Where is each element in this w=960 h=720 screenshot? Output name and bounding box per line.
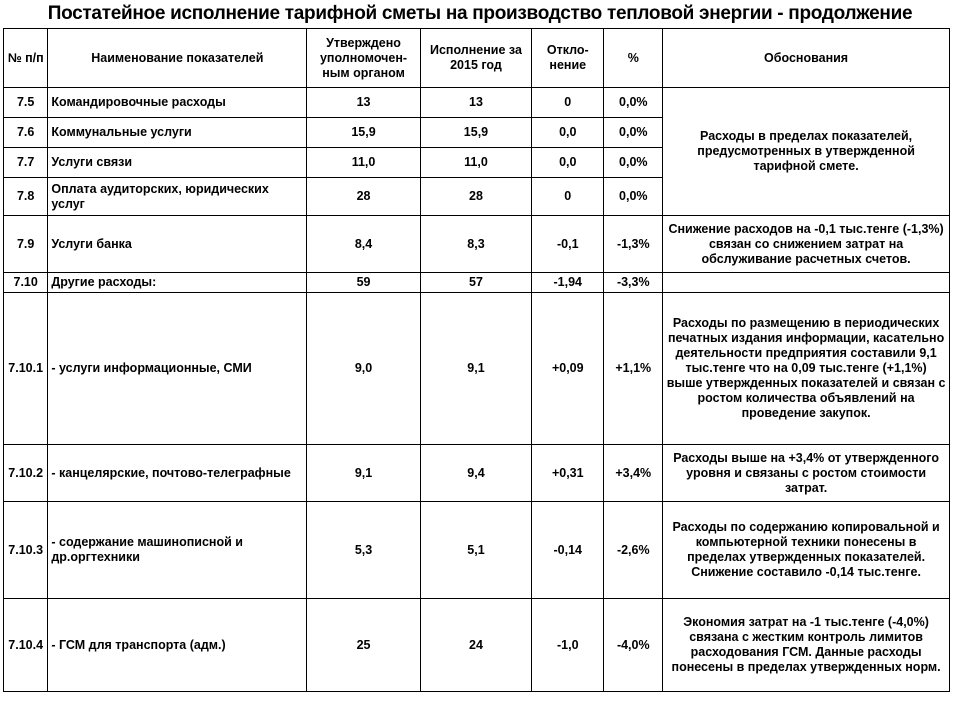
row-actual: 57 xyxy=(420,273,531,293)
col-reason-header: Обоснования xyxy=(663,29,950,88)
row-reason: Снижение расходов на -0,1 тыс.тенге (-1,3%) связан со снижением затрат на обслуживание расчетных счетов. xyxy=(663,216,950,273)
row-name: - канцелярские, почтово-телеграфные xyxy=(48,445,307,502)
row-num: 7.9 xyxy=(4,216,48,273)
row-deviation: -0,14 xyxy=(532,502,604,599)
row-actual: 11,0 xyxy=(420,148,531,178)
row-deviation: -0,1 xyxy=(532,216,604,273)
row-approved: 28 xyxy=(307,178,420,216)
col-actual-header: Исполнение за 2015 год xyxy=(420,29,531,88)
row-reason: Расходы по содержанию копировальной и компьютерной техники понесены в пределах утвержденных показателей. Снижение составило -0,14 тыс.тенге. xyxy=(663,502,950,599)
row-name: Командировочные расходы xyxy=(48,88,307,118)
row-deviation: 0 xyxy=(532,88,604,118)
row-num: 7.10.2 xyxy=(4,445,48,502)
row-percent: -4,0% xyxy=(604,599,663,692)
col-approved-header: Утверждено уполномочен-ным органом xyxy=(307,29,420,88)
table-row xyxy=(4,502,950,599)
row-num: 7.10.3 xyxy=(4,502,48,599)
row-deviation: +0,09 xyxy=(532,293,604,445)
row-name: - услуги информационные, СМИ xyxy=(48,293,307,445)
row-deviation: -1,94 xyxy=(532,273,604,293)
row-approved: 9,1 xyxy=(307,445,420,502)
row-name: Услуги банка xyxy=(48,216,307,273)
row-approved: 15,9 xyxy=(307,118,420,148)
row-num: 7.10.1 xyxy=(4,293,48,445)
row-approved: 5,3 xyxy=(307,502,420,599)
row-approved: 9,0 xyxy=(307,293,420,445)
row-percent: +3,4% xyxy=(604,445,663,502)
row-actual: 24 xyxy=(420,599,531,692)
header-row xyxy=(4,29,950,88)
row-actual: 9,4 xyxy=(420,445,531,502)
row-approved: 13 xyxy=(307,88,420,118)
row-deviation: -1,0 xyxy=(532,599,604,692)
row-actual: 28 xyxy=(420,178,531,216)
row-approved: 8,4 xyxy=(307,216,420,273)
row-actual: 9,1 xyxy=(420,293,531,445)
row-percent: 0,0% xyxy=(604,88,663,118)
row-deviation: +0,31 xyxy=(532,445,604,502)
row-reason: Экономия затрат на -1 тыс.тенге (-4,0%) связана с жестким контроль лимитов расходования ГСМ. Данные расходы понесены в пределах утвержденных норм. xyxy=(663,599,950,692)
table-row xyxy=(4,445,950,502)
row-actual: 13 xyxy=(420,88,531,118)
row-percent: -3,3% xyxy=(604,273,663,293)
row-actual: 8,3 xyxy=(420,216,531,273)
row-approved: 59 xyxy=(307,273,420,293)
tariff-table xyxy=(3,28,950,692)
row-approved: 25 xyxy=(307,599,420,692)
row-reason xyxy=(663,273,950,293)
row-num: 7.10 xyxy=(4,273,48,293)
row-num: 7.7 xyxy=(4,148,48,178)
row-name: Коммунальные услуги xyxy=(48,118,307,148)
row-num: 7.5 xyxy=(4,88,48,118)
row-deviation: 0 xyxy=(532,178,604,216)
row-num: 7.10.4 xyxy=(4,599,48,692)
page-title: Постатейное исполнение тарифной сметы на производство тепловой энергии - продолжение xyxy=(47,3,913,24)
row-name: - содержание машинописной и др.оргтехники xyxy=(48,502,307,599)
row-percent: +1,1% xyxy=(604,293,663,445)
table-row xyxy=(4,273,950,293)
table-row xyxy=(4,599,950,692)
row-num: 7.6 xyxy=(4,118,48,148)
col-name-header: Наименование показателей xyxy=(48,29,307,88)
table-row xyxy=(4,88,950,118)
col-deviation-header: Откло-нение xyxy=(532,29,604,88)
row-deviation: 0,0 xyxy=(532,118,604,148)
row-name: Другие расходы: xyxy=(48,273,307,293)
row-percent: 0,0% xyxy=(604,178,663,216)
row-name: - ГСМ для транспорта (адм.) xyxy=(48,599,307,692)
row-percent: 0,0% xyxy=(604,148,663,178)
table-row xyxy=(4,293,950,445)
table-row xyxy=(4,216,950,273)
row-approved: 11,0 xyxy=(307,148,420,178)
row-percent: -2,6% xyxy=(604,502,663,599)
row-name: Оплата аудиторских, юридических услуг xyxy=(48,178,307,216)
row-deviation: 0,0 xyxy=(532,148,604,178)
row-actual: 5,1 xyxy=(420,502,531,599)
row-reason-merged: Расходы в пределах показателей, предусмотренных в утвержденной тарифной смете. xyxy=(663,88,950,216)
row-name: Услуги связи xyxy=(48,148,307,178)
row-num: 7.8 xyxy=(4,178,48,216)
col-num-header: № п/п xyxy=(4,29,48,88)
row-percent: 0,0% xyxy=(604,118,663,148)
row-percent: -1,3% xyxy=(604,216,663,273)
col-percent-header: % xyxy=(604,29,663,88)
row-reason: Расходы по размещению в периодических печатных издания информации, касательно деятельности предприятия составили 9,1 тыс.тенге что на 0,09 тыс.тенге (+1,1%) выше утвержденных показателей и связан с ростом количества объявлений на проведение закупок. xyxy=(663,293,950,445)
row-reason: Расходы выше на +3,4% от утвержденного уровня и связаны с ростом стоимости затрат. xyxy=(663,445,950,502)
row-actual: 15,9 xyxy=(420,118,531,148)
